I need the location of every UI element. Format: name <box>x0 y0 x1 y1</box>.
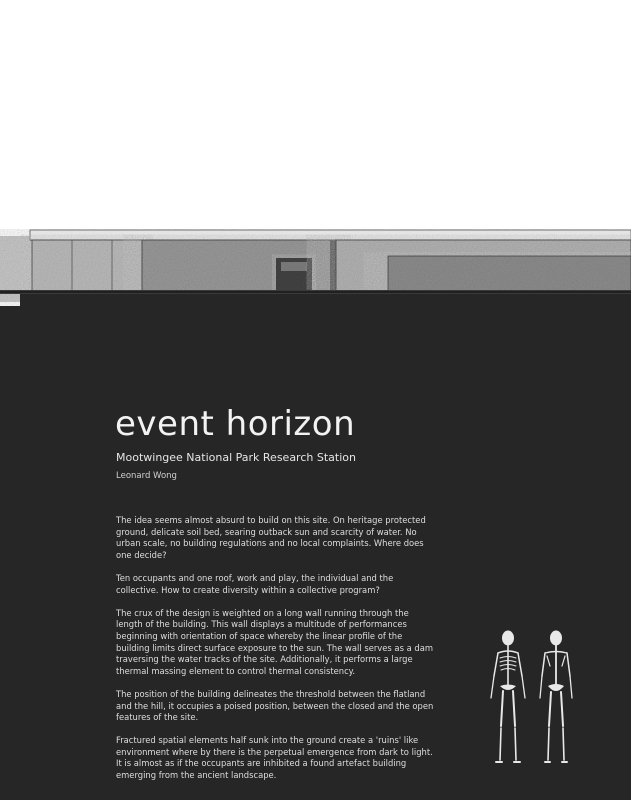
skeleton-front-figure <box>491 631 525 763</box>
page-title: event horizon <box>115 404 356 444</box>
paragraph-1: The idea seems almost absurd to build on this site. On heritage protected ground, delicate soil bed, searing outback sun and scarcity of water. No urban scale, no building regulations and no local complaints. Where does one decide? <box>116 515 426 560</box>
skeleton-figures-illustration <box>486 628 586 768</box>
paragraph-2: Ten occupants and one roof, work and play, the individual and the collective. How to create diversity within a collective program? <box>116 572 394 595</box>
top-blank-area <box>0 0 631 226</box>
author-name: Leonard Wong <box>116 471 177 481</box>
paragraph-4: The position of the building delineates the threshold between the flatland and the hill, it occupies a poised position, between the closed and the open features of the site. <box>116 688 434 723</box>
paragraph-3: The crux of the design is weighted on a long wall running through the length of the building. This wall displays a multitude of performances beginning with orientation of space whereby the linear profile of the building limits direct surface exposure to the sun. The wall serves as a dam traversing the water tracks of the site. Additionally, it performs a large thermal massing element to control thermal consistency. <box>116 607 433 676</box>
building-elevation-drawing <box>0 226 631 306</box>
body-text <box>116 515 438 793</box>
skeleton-back-figure <box>540 631 572 763</box>
subtitle: Mootwingee National Park Research Station <box>116 451 356 464</box>
paragraph-5: Fractured spatial elements half sunk into the ground create a 'ruins' like environment where by there is the perpetual emergence from dark to light. It is almost as if the occupants are inhibited a found artefact building emerging from the ancient landscape. <box>116 735 433 781</box>
